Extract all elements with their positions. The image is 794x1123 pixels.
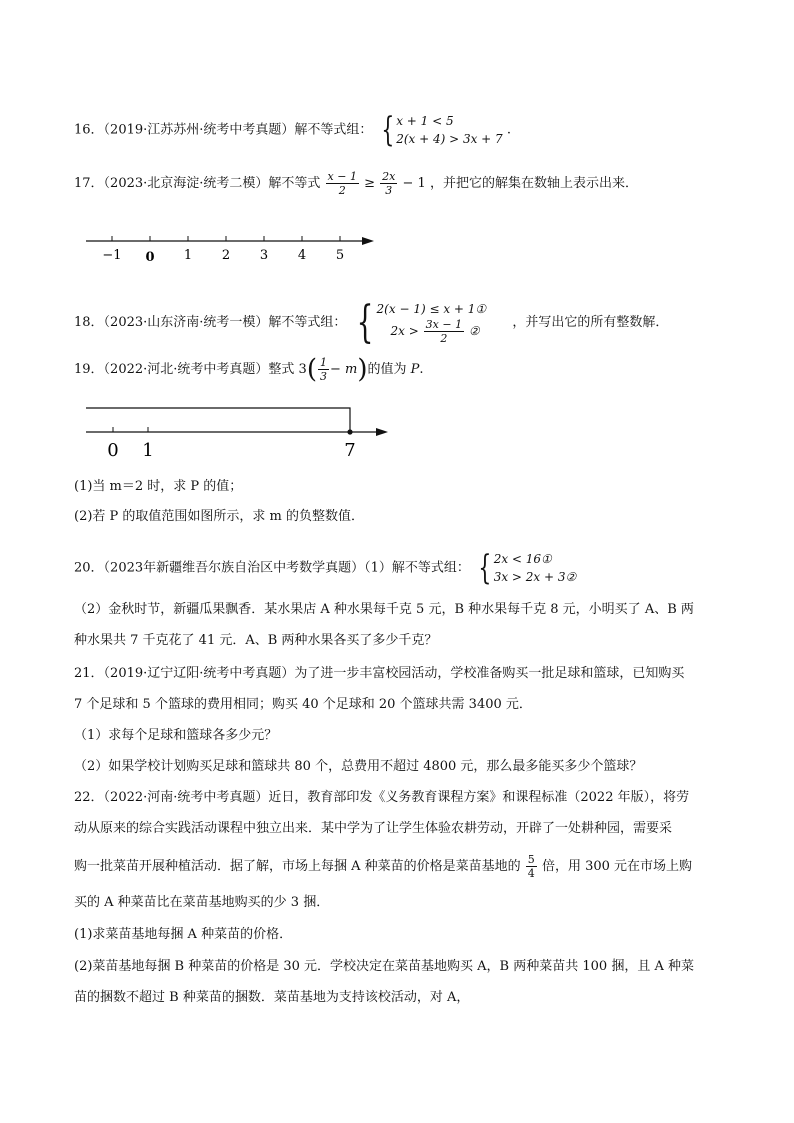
q18-row2 bbox=[377, 318, 487, 345]
q19-minus-m: − m bbox=[329, 362, 358, 377]
q20-line2: 种水果共 7 千克花了 41 元．A、B 两种水果各买了多少千克？ bbox=[74, 633, 438, 648]
arrow-icon bbox=[362, 237, 374, 245]
question-16 bbox=[74, 112, 511, 148]
right-paren: ) bbox=[357, 354, 368, 385]
tick-label: 7 bbox=[344, 440, 356, 461]
tick-label: 4 bbox=[297, 248, 307, 263]
left-brace: { bbox=[356, 296, 373, 348]
q18-prefix: 18．（2023·山东济南·统考一模）解不等式组： bbox=[74, 315, 347, 330]
left-brace: { bbox=[478, 548, 492, 588]
q21-line1: 21．（2019·辽宁辽阳·统考中考真题）为了进一步丰富校园活动，学校准备购买一批足球和篮球，已知购买 bbox=[74, 666, 685, 681]
tick-label: 5 bbox=[335, 248, 345, 263]
q17-number-line bbox=[80, 228, 380, 268]
q22-line3 bbox=[74, 853, 692, 880]
q17-rhs-den: 3 bbox=[385, 184, 393, 197]
q17-rhs-tail: − 1 bbox=[402, 176, 426, 191]
q22-line3-b: 倍，用 300 元在市场上购 bbox=[541, 859, 693, 874]
q19-coef: 3 bbox=[298, 362, 307, 377]
q17-prefix: 17．（2023·北京海淀·统考二模）解不等式 bbox=[74, 176, 321, 191]
q22-fraction bbox=[526, 853, 537, 880]
q21-part1: （1）求每个足球和篮球各多少元？ bbox=[74, 728, 278, 743]
question-18 bbox=[74, 296, 669, 348]
q19-suffix: 的值为 bbox=[367, 362, 407, 377]
question-20 bbox=[74, 550, 576, 586]
q22-line2: 动从原来的综合实践活动课程中独立出来．某中学为了让学生体验农耕劳动，开辟了一处耕种园，需要采 bbox=[74, 821, 673, 836]
q17-lhs-fraction bbox=[326, 170, 359, 197]
q22-part2-line2: 苗的捆数不超过 B 种菜苗的捆数．菜苗基地为支持该校活动，对 A， bbox=[74, 990, 470, 1005]
q17-lhs-num: x − 1 bbox=[327, 170, 357, 183]
q22-part2-line1: (2)菜苗基地每捆 B 种菜苗的价格是 30 元．学校决定在菜苗基地购买 A，B 两种菜苗共 100 捆，且 A 种菜 bbox=[74, 959, 694, 974]
q19-part2: (2)若 P 的取值范围如图所示，求 m 的负整数值． bbox=[74, 509, 365, 524]
q18-row1: 2(x − 1) ≤ x + 1① bbox=[376, 302, 487, 316]
q17-lhs-den: 2 bbox=[338, 184, 346, 197]
tick-label: 3 bbox=[259, 248, 269, 263]
q16-inequality-system bbox=[377, 112, 503, 148]
q21-part2: （2）如果学校计划购买足球和篮球共 80 个，总费用不超过 4800 元，那么最多能买多少个篮球？ bbox=[74, 759, 643, 774]
tick-label: 1 bbox=[183, 248, 193, 263]
q16-row1: x + 1 < 5 bbox=[396, 114, 454, 128]
q19-fraction bbox=[318, 356, 329, 383]
q16-prefix: 16．（2019·江苏苏州·统考中考真题）解不等式组： bbox=[74, 122, 373, 138]
q19-end: . bbox=[419, 362, 424, 377]
q19-frac-den: 3 bbox=[319, 370, 327, 383]
left-paren: ( bbox=[306, 354, 317, 385]
tick-label: −1 bbox=[102, 248, 122, 263]
q22-part1: (1)求菜苗基地每捆 A 种菜苗的价格． bbox=[74, 927, 293, 942]
tick-label: 2 bbox=[221, 248, 231, 263]
q19-prefix: 19．（2022·河北·统考中考真题）整式 bbox=[74, 362, 295, 377]
q18-row2-mark: ② bbox=[468, 324, 480, 338]
q16-row2: 2(x + 4) > 3x + 7 bbox=[396, 132, 503, 146]
question-17 bbox=[74, 170, 638, 197]
q19-var: P bbox=[410, 362, 420, 377]
q22-frac-num: 5 bbox=[527, 853, 535, 866]
q20-row2: 3x > 2x + 3② bbox=[493, 570, 577, 584]
q17-suffix: ，并把它的解集在数轴上表示出来． bbox=[429, 176, 638, 191]
q20-prefix: 20．（2023年新疆维吾尔族自治区中考数学真题）（1）解不等式组： bbox=[74, 560, 470, 576]
q20-inequality-system bbox=[474, 550, 576, 586]
q22-line1: 22．（2022·河南·统考中考真题）近日，教育部印发《义务教育课程方案》和课程标准（2022 年版），将劳 bbox=[74, 790, 690, 805]
q22-line4: 买的 A 种菜苗比在菜苗基地购买的少 3 捆． bbox=[74, 895, 330, 910]
q19-number-line bbox=[80, 402, 400, 462]
q19-part1: (1)当 m＝2 时，求 P 的值； bbox=[74, 479, 243, 494]
tick-label: 0 bbox=[107, 440, 119, 461]
q17-rhs-num: 2x bbox=[382, 170, 396, 183]
range-bracket bbox=[86, 408, 350, 432]
q18-row2-den: 2 bbox=[440, 332, 448, 345]
q17-rhs-fraction bbox=[380, 170, 397, 197]
q21-line2: 7 个足球和 5 个篮球的费用相同；购买 40 个足球和 20 个篮球共需 3400 元． bbox=[74, 697, 532, 712]
q22-line3-a: 购一批菜苗开展种植活动．据了解，市场上每捆 A 种菜苗的价格是菜苗基地的 bbox=[74, 859, 521, 874]
question-19 bbox=[74, 356, 424, 383]
q20-row1: 2x < 16① bbox=[493, 552, 552, 566]
q19-frac-num: 1 bbox=[319, 356, 327, 369]
q18-row2-lhs: 2x > bbox=[390, 324, 419, 338]
tick-label: 0 bbox=[145, 250, 155, 265]
left-brace: { bbox=[380, 110, 394, 150]
q17-ticks bbox=[112, 236, 340, 241]
q17-op: ≥ bbox=[364, 176, 376, 191]
q18-inequality-system bbox=[351, 296, 487, 348]
q20-line1: （2）金秋时节，新疆瓜果飘香．某水果店 A 种水果每千克 5 元，B 种水果每千克 8 元，小明买了 A、B 两 bbox=[74, 602, 694, 617]
q16-suffix: . bbox=[506, 122, 511, 138]
q18-row2-fraction bbox=[424, 318, 464, 345]
q22-frac-den: 4 bbox=[527, 867, 535, 880]
tick-label: 1 bbox=[142, 440, 154, 461]
q18-suffix: ，并写出它的所有整数解． bbox=[512, 315, 669, 330]
q18-row2-num: 3x − 1 bbox=[425, 318, 463, 331]
arrow-icon bbox=[376, 428, 388, 436]
